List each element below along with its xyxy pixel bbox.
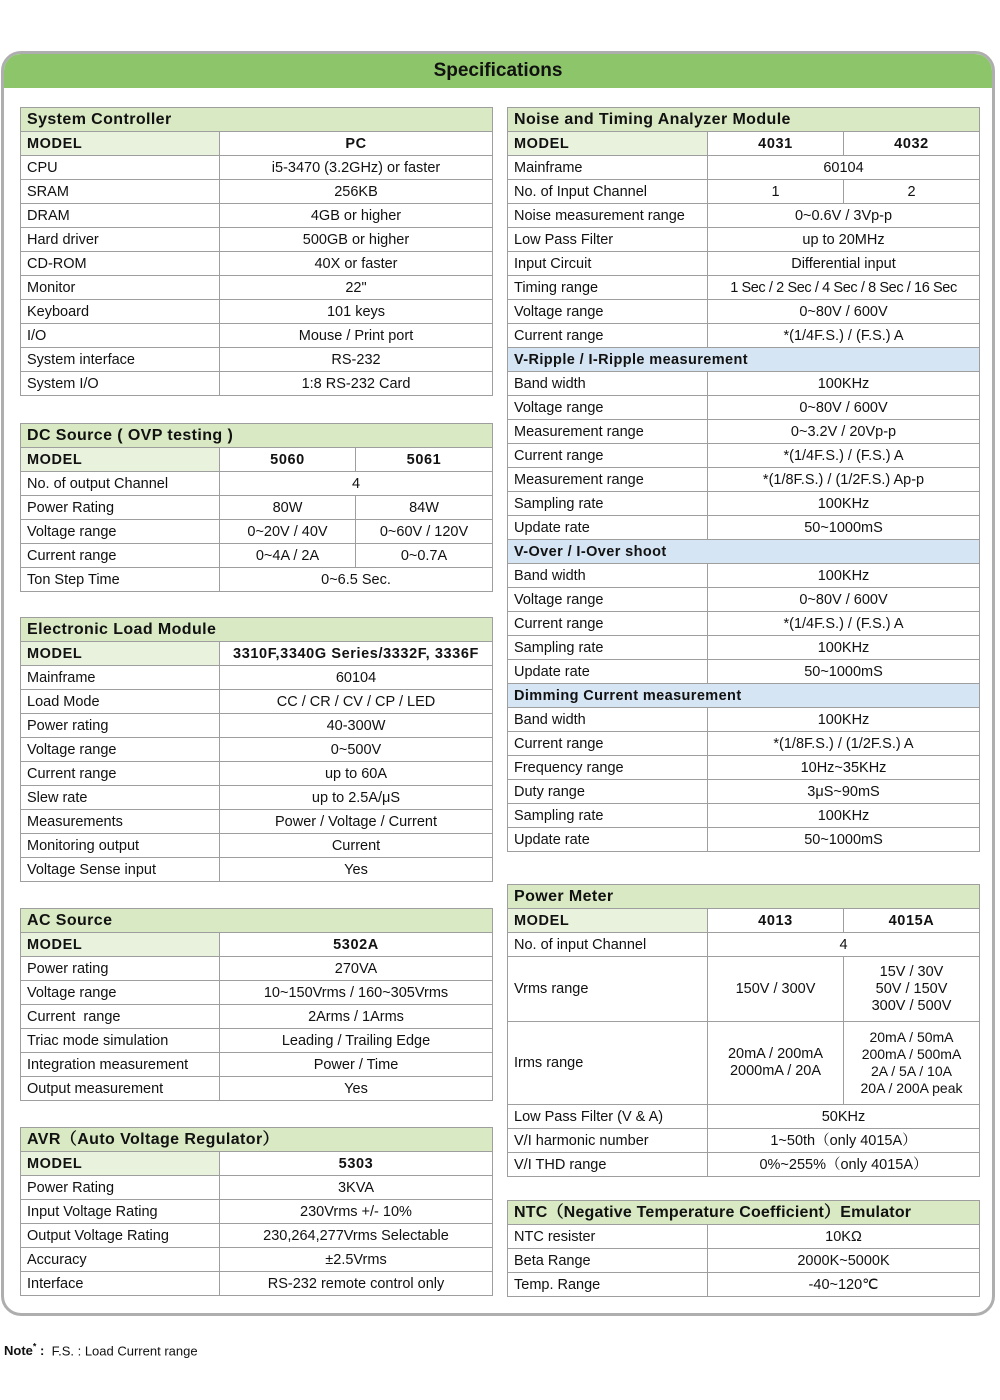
spec-value: 1:8 RS-232 Card — [220, 372, 493, 396]
spec-label: System I/O — [21, 372, 220, 396]
model-label: MODEL — [21, 642, 220, 666]
spec-value: 3KVA — [220, 1176, 493, 1200]
spec-value: 40-300W — [220, 714, 493, 738]
spec-value: *(1/4F.S.) / (F.S.) A — [708, 444, 980, 468]
spec-value: *(1/8F.S.) / (1/2F.S.) A — [708, 732, 980, 756]
spec-label: CD-ROM — [21, 252, 220, 276]
spec-row — [21, 1005, 493, 1029]
specifications-title: Specifications — [4, 54, 992, 88]
spec-label: Current range — [21, 762, 220, 786]
spec-value: 0~80V / 600V — [708, 396, 980, 420]
spec-value: 500GB or higher — [220, 228, 493, 252]
spec-label: Input Circuit — [508, 252, 708, 276]
spec-row — [21, 1200, 493, 1224]
spec-row — [508, 180, 980, 204]
spec-value: 100KHz — [708, 708, 980, 732]
section-title: System Controller — [21, 108, 493, 132]
spec-label: Mainframe — [508, 156, 708, 180]
spec-row — [508, 588, 980, 612]
spec-value: 10KΩ — [708, 1225, 980, 1249]
spec-row — [21, 858, 493, 882]
spec-row — [21, 204, 493, 228]
spec-label: Band width — [508, 564, 708, 588]
avr-table — [20, 1127, 493, 1296]
spec-value: Yes — [220, 1077, 493, 1101]
spec-row — [21, 300, 493, 324]
spec-row — [508, 396, 980, 420]
spec-label: Power rating — [21, 957, 220, 981]
spec-row — [21, 957, 493, 981]
subsection-title: Dimming Current measurement — [508, 684, 980, 708]
spec-value: Leading / Trailing Edge — [220, 1029, 493, 1053]
ac-source-table — [20, 908, 493, 1101]
spec-row — [21, 690, 493, 714]
spec-value: RS-232 remote control only — [220, 1272, 493, 1296]
spec-value: 1 — [708, 180, 844, 204]
model-label: MODEL — [508, 909, 708, 933]
spec-value: 100KHz — [708, 372, 980, 396]
noise-timing-table — [507, 107, 980, 852]
spec-label: Input Voltage Rating — [21, 1200, 220, 1224]
spec-label: No. of input Channel — [508, 933, 708, 957]
spec-row — [508, 276, 980, 300]
model-value: PC — [220, 132, 493, 156]
spec-label: Low Pass Filter (V & A) — [508, 1105, 708, 1129]
spec-label: Current range — [508, 324, 708, 348]
spec-row — [508, 372, 980, 396]
spec-row — [21, 348, 493, 372]
model-value: 4015A — [844, 909, 980, 933]
spec-row — [21, 324, 493, 348]
spec-label: Update rate — [508, 660, 708, 684]
spec-label: Vrms range — [508, 957, 708, 1022]
spec-row — [21, 1053, 493, 1077]
model-label: MODEL — [508, 132, 708, 156]
spec-label: Sampling rate — [508, 804, 708, 828]
section-title: AVR（Auto Voltage Regulator） — [21, 1128, 493, 1152]
spec-label: V/I THD range — [508, 1153, 708, 1177]
model-label: MODEL — [21, 448, 220, 472]
dc-source-table — [20, 423, 493, 592]
spec-value: up to 2.5A/μS — [220, 786, 493, 810]
model-value: 3310F,3340G Series/3332F, 3336F — [220, 642, 493, 666]
spec-row — [21, 544, 493, 568]
spec-row — [21, 252, 493, 276]
spec-value: 1 Sec / 2 Sec / 4 Sec / 8 Sec / 16 Sec — [708, 276, 980, 300]
spec-value: 60104 — [220, 666, 493, 690]
spec-value: 150V / 300V — [708, 957, 844, 1022]
spec-label: CPU — [21, 156, 220, 180]
spec-label: Update rate — [508, 828, 708, 852]
spec-label: Voltage range — [21, 520, 220, 544]
spec-value: 20mA / 200mA 2000mA / 20A — [708, 1022, 844, 1105]
spec-label: Current range — [21, 544, 220, 568]
spec-row — [508, 324, 980, 348]
spec-label: Beta Range — [508, 1249, 708, 1273]
spec-label: Output Voltage Rating — [21, 1224, 220, 1248]
spec-label: No. of output Channel — [21, 472, 220, 496]
spec-value: 4 — [708, 933, 980, 957]
spec-row — [508, 1105, 980, 1129]
spec-row — [508, 1273, 980, 1297]
model-value: 4031 — [708, 132, 844, 156]
spec-row — [508, 612, 980, 636]
spec-row — [21, 1272, 493, 1296]
spec-label: Measurement range — [508, 420, 708, 444]
spec-label: Low Pass Filter — [508, 228, 708, 252]
footnote — [4, 1342, 198, 1358]
spec-row — [508, 957, 980, 1022]
spec-value: Power / Time — [220, 1053, 493, 1077]
spec-row — [508, 420, 980, 444]
spec-label: Voltage range — [21, 738, 220, 762]
spec-value: 0%~255%（only 4015A） — [708, 1153, 980, 1177]
note-text: F.S. : Load Current range — [51, 1343, 198, 1359]
spec-row — [21, 1077, 493, 1101]
note-label: Note — [4, 1343, 33, 1359]
spec-row — [21, 1248, 493, 1272]
spec-label: Power Rating — [21, 496, 220, 520]
spec-label: Voltage range — [21, 981, 220, 1005]
spec-label: V/I harmonic number — [508, 1129, 708, 1153]
spec-row — [508, 636, 980, 660]
spec-value: *(1/8F.S.) / (1/2F.S.) Ap-p — [708, 468, 980, 492]
spec-label: Frequency range — [508, 756, 708, 780]
spec-row — [508, 204, 980, 228]
section-title: DC Source ( OVP testing ) — [21, 424, 493, 448]
model-label: MODEL — [21, 132, 220, 156]
spec-row — [508, 828, 980, 852]
spec-label: No. of Input Channel — [508, 180, 708, 204]
spec-label: Current range — [508, 444, 708, 468]
spec-value: 100KHz — [708, 636, 980, 660]
spec-label: NTC resister — [508, 1225, 708, 1249]
spec-value: 84W — [356, 496, 493, 520]
spec-label: Hard driver — [21, 228, 220, 252]
section-title: AC Source — [21, 909, 493, 933]
spec-value: 0~500V — [220, 738, 493, 762]
spec-row — [508, 156, 980, 180]
spec-value: 101 keys — [220, 300, 493, 324]
spec-value: 22" — [220, 276, 493, 300]
spec-value: -40~120℃ — [708, 1273, 980, 1297]
spec-label: Update rate — [508, 516, 708, 540]
section-title: Power Meter — [508, 885, 980, 909]
spec-label: Voltage range — [508, 588, 708, 612]
spec-value: 50~1000mS — [708, 660, 980, 684]
spec-value: 2000K~5000K — [708, 1249, 980, 1273]
spec-label: Load Mode — [21, 690, 220, 714]
spec-label: Timing range — [508, 276, 708, 300]
spec-row — [21, 981, 493, 1005]
spec-label: Band width — [508, 708, 708, 732]
spec-value: 10~150Vrms / 160~305Vrms — [220, 981, 493, 1005]
spec-value: Mouse / Print port — [220, 324, 493, 348]
spec-label: Ton Step Time — [21, 568, 220, 592]
spec-row — [508, 444, 980, 468]
model-value: 5303 — [220, 1152, 493, 1176]
spec-value: 0~4A / 2A — [220, 544, 356, 568]
spec-value: 0~3.2V / 20Vp-p — [708, 420, 980, 444]
spec-label: Band width — [508, 372, 708, 396]
spec-row — [21, 520, 493, 544]
spec-value: 10Hz~35KHz — [708, 756, 980, 780]
spec-row — [508, 1129, 980, 1153]
note-mark: * — [32, 1342, 37, 1352]
spec-row — [21, 1029, 493, 1053]
spec-label: Interface — [21, 1272, 220, 1296]
spec-label: Voltage range — [508, 396, 708, 420]
spec-label: Output measurement — [21, 1077, 220, 1101]
spec-label: Sampling rate — [508, 492, 708, 516]
spec-value: 4 — [220, 472, 493, 496]
spec-value: up to 20MHz — [708, 228, 980, 252]
spec-value: Differential input — [708, 252, 980, 276]
spec-value: up to 60A — [220, 762, 493, 786]
spec-row — [21, 180, 493, 204]
spec-value: 1~50th（only 4015A） — [708, 1129, 980, 1153]
spec-value: 50~1000mS — [708, 828, 980, 852]
spec-value: 4GB or higher — [220, 204, 493, 228]
spec-label: Measurements — [21, 810, 220, 834]
spec-row — [508, 756, 980, 780]
spec-label: Sampling rate — [508, 636, 708, 660]
spec-value: 0~6.5 Sec. — [220, 568, 493, 592]
spec-value: 80W — [220, 496, 356, 520]
spec-label: I/O — [21, 324, 220, 348]
section-title: Electronic Load Module — [21, 618, 493, 642]
spec-row — [21, 786, 493, 810]
electronic-load-table — [20, 617, 493, 882]
spec-row — [21, 472, 493, 496]
spec-row — [508, 516, 980, 540]
spec-label: Accuracy — [21, 1248, 220, 1272]
subsection-title: V-Over / I-Over shoot — [508, 540, 980, 564]
ntc-emulator-table — [507, 1200, 980, 1297]
spec-value: 50KHz — [708, 1105, 980, 1129]
spec-label: Noise measurement range — [508, 204, 708, 228]
section-title: NTC（Negative Temperature Coefficient）Emulator — [508, 1201, 980, 1225]
power-meter-table — [507, 884, 980, 1177]
spec-label: Monitoring output — [21, 834, 220, 858]
spec-value: 256KB — [220, 180, 493, 204]
spec-label: Current range — [508, 732, 708, 756]
model-value: 5060 — [220, 448, 356, 472]
spec-value: 60104 — [708, 156, 980, 180]
spec-row — [508, 1249, 980, 1273]
spec-label: Monitor — [21, 276, 220, 300]
spec-label: Triac mode simulation — [21, 1029, 220, 1053]
spec-value: RS-232 — [220, 348, 493, 372]
spec-value: Current — [220, 834, 493, 858]
spec-label: Slew rate — [21, 786, 220, 810]
spec-row — [21, 714, 493, 738]
spec-label: Integration measurement — [21, 1053, 220, 1077]
spec-value: ±2.5Vrms — [220, 1248, 493, 1272]
spec-value: 230,264,277Vrms Selectable — [220, 1224, 493, 1248]
section-title: Noise and Timing Analyzer Module — [508, 108, 980, 132]
spec-value: 20mA / 50mA 200mA / 500mA 2A / 5A / 10A 20A / 200A peak — [844, 1022, 980, 1105]
subsection-title: V-Ripple / I-Ripple measurement — [508, 348, 980, 372]
spec-label: DRAM — [21, 204, 220, 228]
spec-value: 100KHz — [708, 564, 980, 588]
spec-row — [508, 732, 980, 756]
model-value: 4032 — [844, 132, 980, 156]
spec-row — [508, 1153, 980, 1177]
spec-row — [21, 810, 493, 834]
spec-label: Temp. Range — [508, 1273, 708, 1297]
spec-label: Measurement range — [508, 468, 708, 492]
spec-value: Yes — [220, 858, 493, 882]
spec-row — [508, 660, 980, 684]
spec-value: 0~80V / 600V — [708, 588, 980, 612]
spec-value: 0~60V / 120V — [356, 520, 493, 544]
spec-row — [21, 276, 493, 300]
spec-row — [508, 564, 980, 588]
spec-label: Irms range — [508, 1022, 708, 1105]
model-value: 5061 — [356, 448, 493, 472]
spec-row — [21, 834, 493, 858]
spec-label: SRAM — [21, 180, 220, 204]
spec-value: 40X or faster — [220, 252, 493, 276]
spec-row — [508, 1022, 980, 1105]
spec-label: Duty range — [508, 780, 708, 804]
spec-label: Keyboard — [21, 300, 220, 324]
model-value: 4013 — [708, 909, 844, 933]
spec-value: 0~20V / 40V — [220, 520, 356, 544]
spec-row — [508, 804, 980, 828]
spec-value: CC / CR / CV / CP / LED — [220, 690, 493, 714]
spec-row — [21, 1224, 493, 1248]
spec-value: 15V / 30V 50V / 150V 300V / 500V — [844, 957, 980, 1022]
spec-value: i5-3470 (3.2GHz) or faster — [220, 156, 493, 180]
spec-label: Voltage Sense input — [21, 858, 220, 882]
spec-label: System interface — [21, 348, 220, 372]
spec-value: 100KHz — [708, 492, 980, 516]
spec-label: Mainframe — [21, 666, 220, 690]
spec-label: Current range — [508, 612, 708, 636]
model-value: 5302A — [220, 933, 493, 957]
spec-row — [21, 372, 493, 396]
spec-row — [508, 228, 980, 252]
spec-row — [21, 568, 493, 592]
spec-value: 230Vrms +/- 10% — [220, 1200, 493, 1224]
spec-value: 100KHz — [708, 804, 980, 828]
model-label: MODEL — [21, 1152, 220, 1176]
model-label: MODEL — [21, 933, 220, 957]
spec-value: 2 — [844, 180, 980, 204]
system-controller-table — [20, 107, 493, 396]
spec-value: 2Arms / 1Arms — [220, 1005, 493, 1029]
spec-row — [21, 666, 493, 690]
spec-row — [21, 762, 493, 786]
spec-row — [508, 300, 980, 324]
spec-value: 0~80V / 600V — [708, 300, 980, 324]
spec-value: 270VA — [220, 957, 493, 981]
spec-row — [508, 933, 980, 957]
note-colon: : — [36, 1343, 45, 1359]
spec-row — [508, 708, 980, 732]
spec-row — [21, 228, 493, 252]
spec-label: Current range — [21, 1005, 220, 1029]
spec-row — [21, 496, 493, 520]
spec-row — [508, 252, 980, 276]
spec-row — [508, 492, 980, 516]
spec-row — [508, 468, 980, 492]
spec-row — [21, 1176, 493, 1200]
spec-label: Power rating — [21, 714, 220, 738]
spec-value: *(1/4F.S.) / (F.S.) A — [708, 612, 980, 636]
spec-label: Power Rating — [21, 1176, 220, 1200]
spec-row — [508, 1225, 980, 1249]
spec-row — [508, 780, 980, 804]
spec-value: Power / Voltage / Current — [220, 810, 493, 834]
spec-row — [21, 156, 493, 180]
spec-value: 3μS~90mS — [708, 780, 980, 804]
spec-value: *(1/4F.S.) / (F.S.) A — [708, 324, 980, 348]
spec-value: 0~0.6V / 3Vp-p — [708, 204, 980, 228]
spec-row — [21, 738, 493, 762]
spec-value: 50~1000mS — [708, 516, 980, 540]
spec-value: 0~0.7A — [356, 544, 493, 568]
spec-label: Voltage range — [508, 300, 708, 324]
